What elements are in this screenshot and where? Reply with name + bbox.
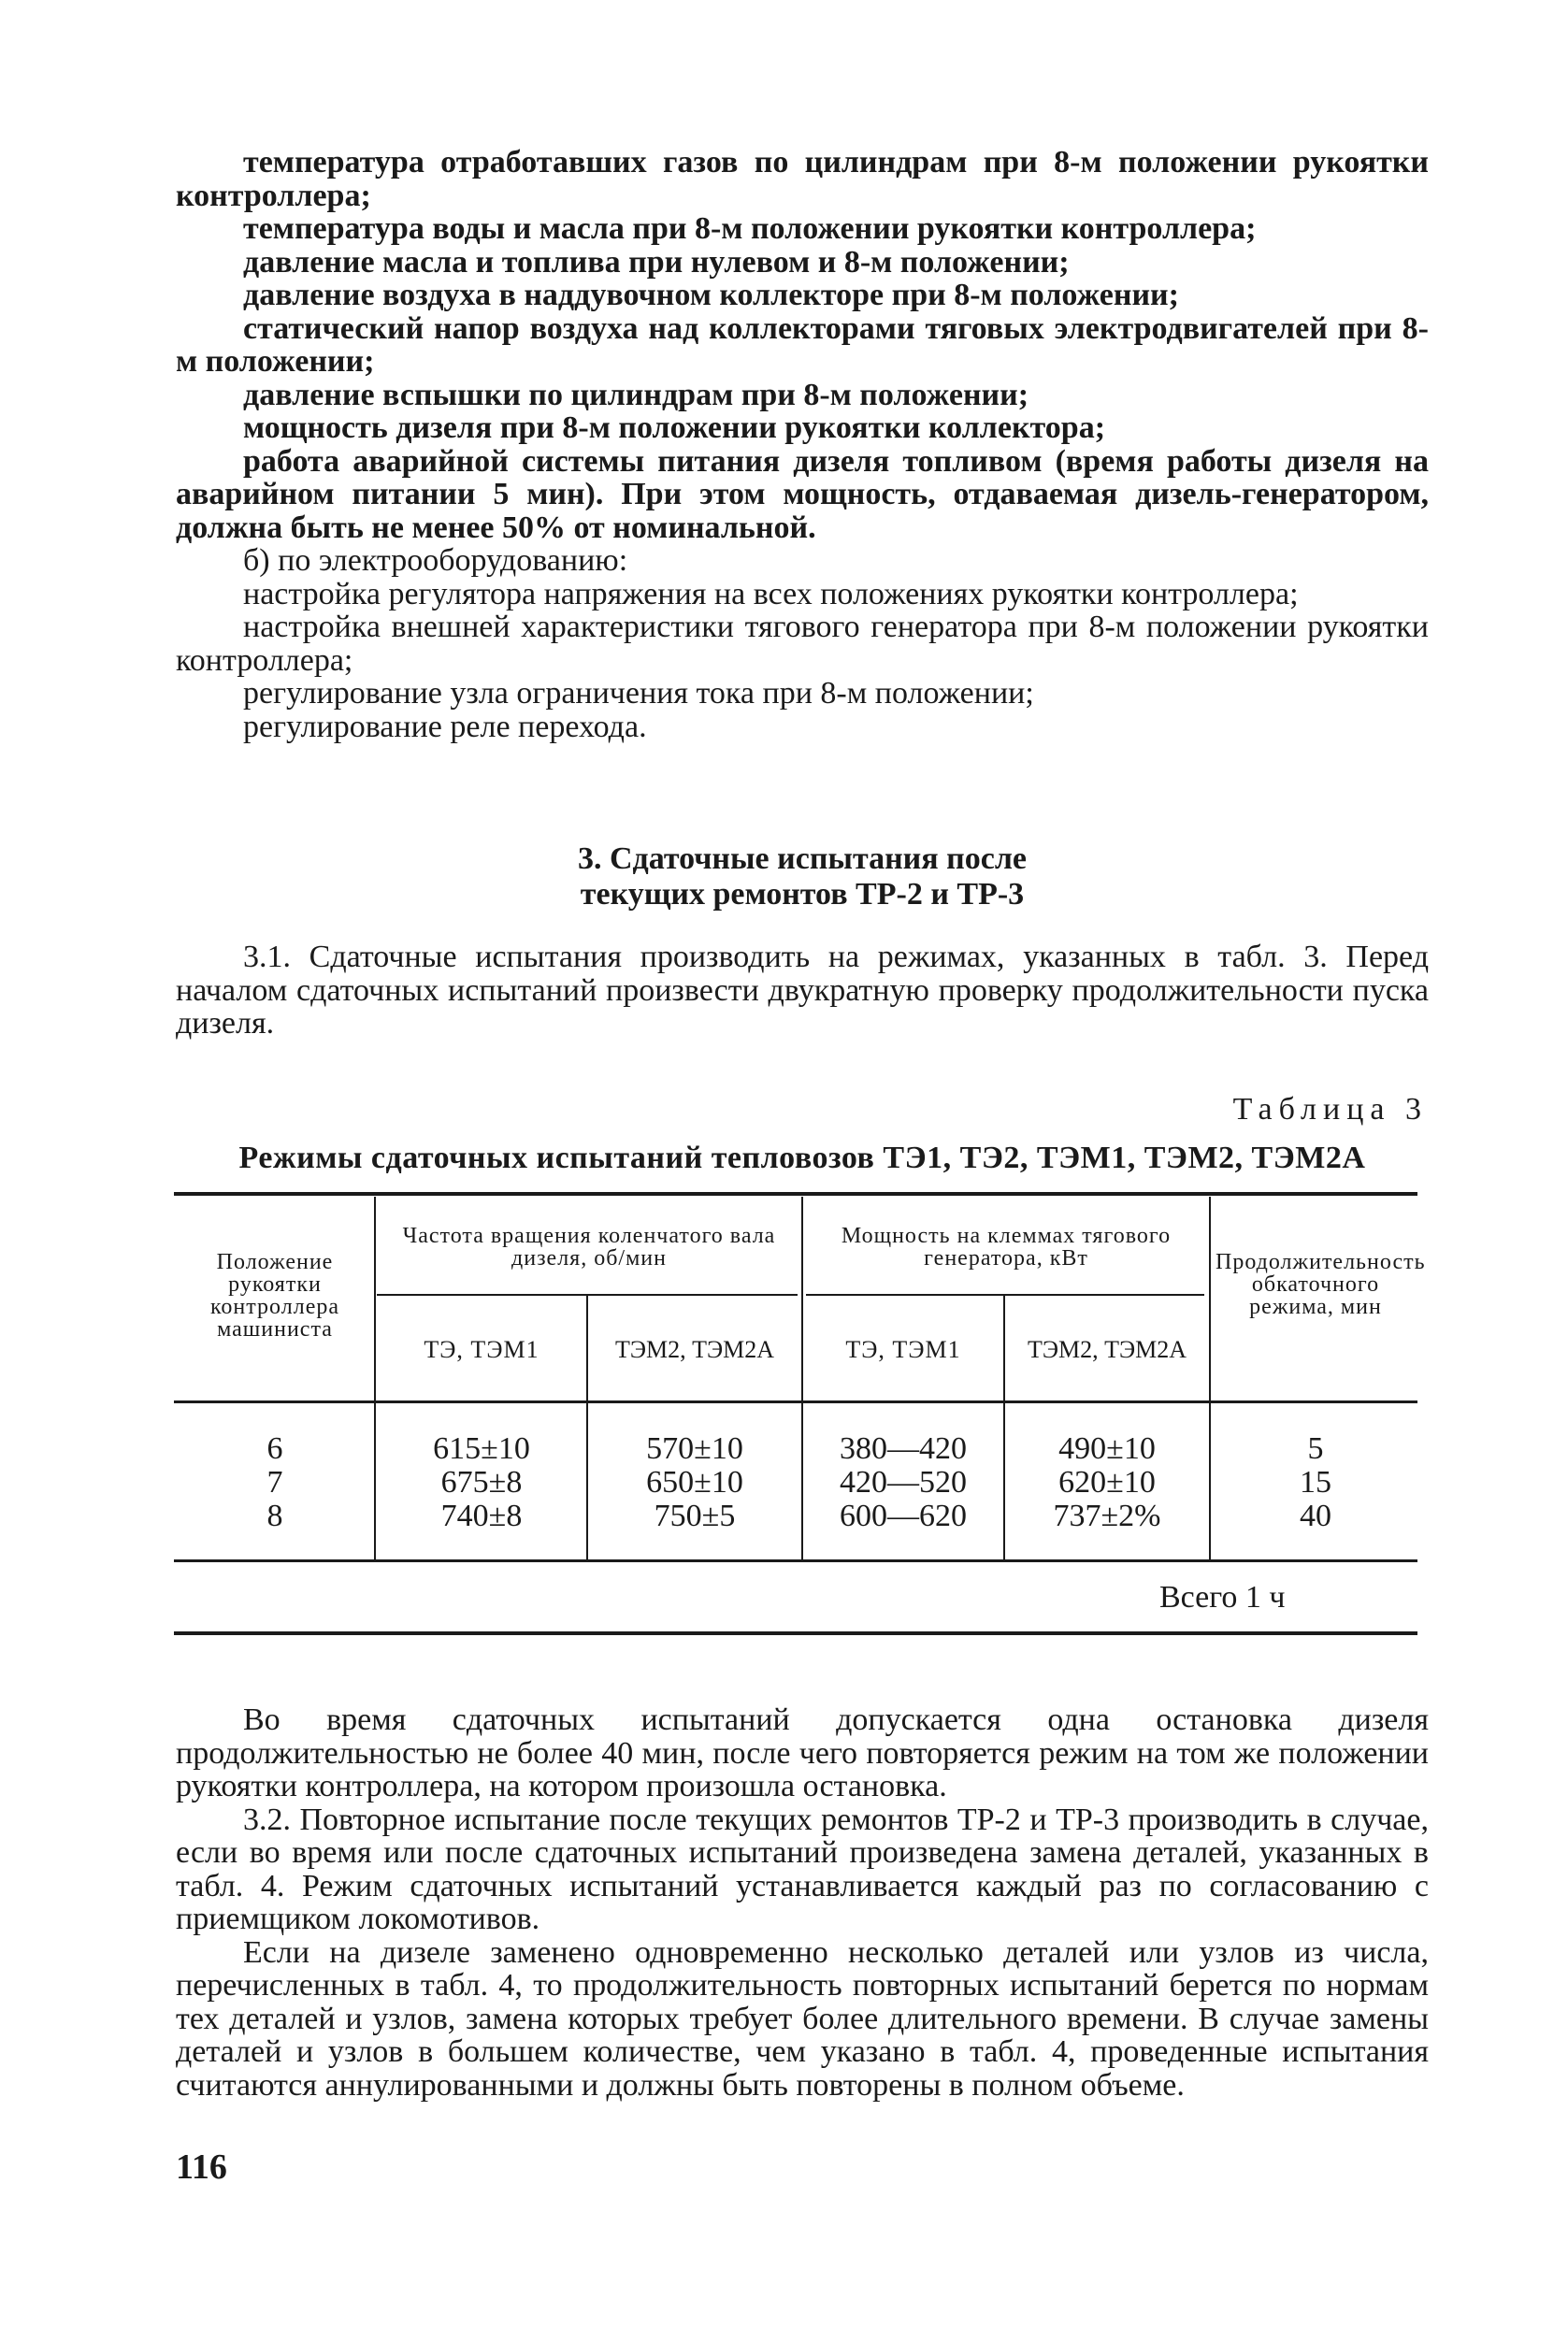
column-divider — [374, 1197, 376, 1559]
paragraph-3-2: 3.2. Повторное испытание после текущих ремонтов ТР-2 и ТР-3 производить в случае, если во время или после сдаточных испытаний произведена замена деталей, указанных в табл. 4. Режим сдаточных испытаний устанавливается каждый раз по согласованию с приемщиком локомотивов. — [176, 1802, 1429, 1936]
list-item: работа аварийной системы питания дизеля топливом (время работы дизеля на аварийном питании 5 мин). При этом мощность, отдаваемая дизель-генератором, должна быть не менее 50% от номинальной. — [176, 443, 1429, 545]
table-cell: 570±10 — [646, 1431, 743, 1466]
table-cell: 15 — [1300, 1465, 1331, 1500]
list-item: статический напор воздуха над коллекторами тяговых электродвигателей при 8-м положении; — [176, 310, 1429, 379]
table-cell: 650±10 — [646, 1465, 743, 1500]
column-divider — [1209, 1197, 1211, 1559]
column-position — [180, 1432, 370, 1533]
paragraph-3-1 — [176, 941, 1429, 1041]
table-cell: 7 — [266, 1465, 283, 1500]
section-heading — [176, 841, 1429, 912]
column-divider — [586, 1296, 588, 1559]
table-cell: 740±8 — [440, 1499, 523, 1533]
column-divider — [801, 1197, 803, 1559]
list-item: давление масла и топлива при нулевом и 8-м положении; — [243, 244, 1070, 280]
table-top-rule — [174, 1192, 1417, 1196]
table-cell: 600—620 — [840, 1499, 967, 1533]
power-group-rule — [806, 1294, 1204, 1296]
top-list — [176, 146, 1429, 743]
header-position: Положение рукоятки контроллера машиниста — [209, 1250, 339, 1342]
list-item: настройка внешней характеристики тягового генератора при 8-м положении рукоятки контроллера; — [176, 610, 1429, 678]
table-cell: 380—420 — [840, 1431, 967, 1466]
list-item: давление вспышки по цилиндрам при 8-м положении; — [243, 377, 1029, 412]
table-cell: 620±10 — [1058, 1465, 1156, 1500]
bottom-text — [176, 1703, 1429, 2102]
table-title: Режимы сдаточных испытаний тепловозов ТЭ1, ТЭ2, ТЭМ1, ТЭМ2, ТЭМ2А — [238, 1141, 1366, 1175]
table-cell: 5 — [1307, 1431, 1324, 1466]
list-item: регулирование реле перехода. — [243, 709, 647, 744]
table-header-rule — [174, 1400, 1417, 1403]
table-body-rule — [174, 1559, 1417, 1562]
table-cell: 675±8 — [440, 1465, 523, 1500]
subheader-te-tem1: ТЭ, ТЭМ1 — [845, 1336, 961, 1363]
column-rpm-te-tem1 — [379, 1432, 584, 1533]
column-divider — [1003, 1296, 1005, 1559]
section-heading-line: 3. Сдаточные испытания после — [577, 841, 1027, 876]
list-item: регулирование узла ограничения тока при 8-м положении; — [243, 676, 1034, 711]
page-number: 116 — [176, 2147, 227, 2187]
table-cell: 750±5 — [654, 1499, 736, 1533]
header-power-group: Мощность на клеммах тягового генератора, кВт — [841, 1224, 1172, 1271]
paragraph-text: Если на дизеле заменено одновременно несколько деталей или узлов из числа, перечисленных в табл. 4, то продолжительность повторных испытаний берется по нормам тех деталей и узлов, замена которых требует более длительного времени. В случае замены деталей и узлов в большем количестве, чем указано в табл. 4, проведенные испытания считаются аннулированными и должны быть повторены в полном объеме. — [176, 1934, 1429, 2103]
list-item: температура воды и масла при 8-м положении рукоятки контроллера; — [243, 211, 1257, 246]
subheader-tem2-tem2a: ТЭМ2, ТЭМ2А — [1027, 1336, 1187, 1363]
section-heading-line: текущих ремонтов ТР-2 и ТР-3 — [580, 877, 1025, 912]
table-cell: 737±2% — [1053, 1499, 1161, 1533]
column-duration — [1216, 1432, 1416, 1533]
paragraph-text: Во время сдаточных испытаний допускается одна остановка дизеля продолжительностью не более 40 мин, после чего повторяется режим на том же положении рукоятки контроллера, на котором произошла остановка. — [176, 1702, 1429, 1803]
column-power-te-tem1 — [804, 1432, 1002, 1533]
table-cell: 420—520 — [840, 1465, 967, 1500]
table-cell: 6 — [266, 1431, 283, 1466]
list-item: б) по электрооборудованию: — [243, 543, 628, 578]
subheader-te-tem1: ТЭ, ТЭМ1 — [424, 1336, 539, 1363]
paragraph-text: 3.1. Сдаточные испытания производить на режимах, указанных в табл. 3. Перед началом сдаточных испытаний произвести двукратную проверку продолжительности пуска дизеля. — [176, 940, 1429, 1041]
list-item: давление воздуха в наддувочном коллекторе при 8-м положении; — [243, 278, 1179, 312]
subheader-tem2-tem2a: ТЭМ2, ТЭМ2А — [614, 1336, 775, 1363]
table-cell: 615±10 — [433, 1431, 530, 1466]
table-cell: 490±10 — [1058, 1431, 1156, 1466]
table-cell: 40 — [1300, 1499, 1331, 1533]
header-rpm-group: Частота вращения коленчатого вала дизеля, об/мин — [402, 1224, 776, 1271]
table-bottom-rule — [174, 1631, 1417, 1635]
table-total: Всего 1 ч — [1159, 1580, 1286, 1615]
list-item: температура отработавших газов по цилиндрам при 8-м положении рукоятки контроллера; — [176, 145, 1429, 213]
column-power-tem2-tem2a — [1006, 1432, 1208, 1533]
table-cell: 8 — [266, 1499, 283, 1533]
column-rpm-tem2-tem2a — [589, 1432, 800, 1533]
table-caption: Таблица 3 — [1232, 1092, 1428, 1127]
list-item: настройка регулятора напряжения на всех положениях рукоятки контроллера; — [243, 576, 1299, 611]
list-item: мощность дизеля при 8-м положении рукоятки коллектора; — [243, 410, 1106, 445]
header-duration: Продолжительность обкаточного режима, мин — [1216, 1250, 1426, 1319]
